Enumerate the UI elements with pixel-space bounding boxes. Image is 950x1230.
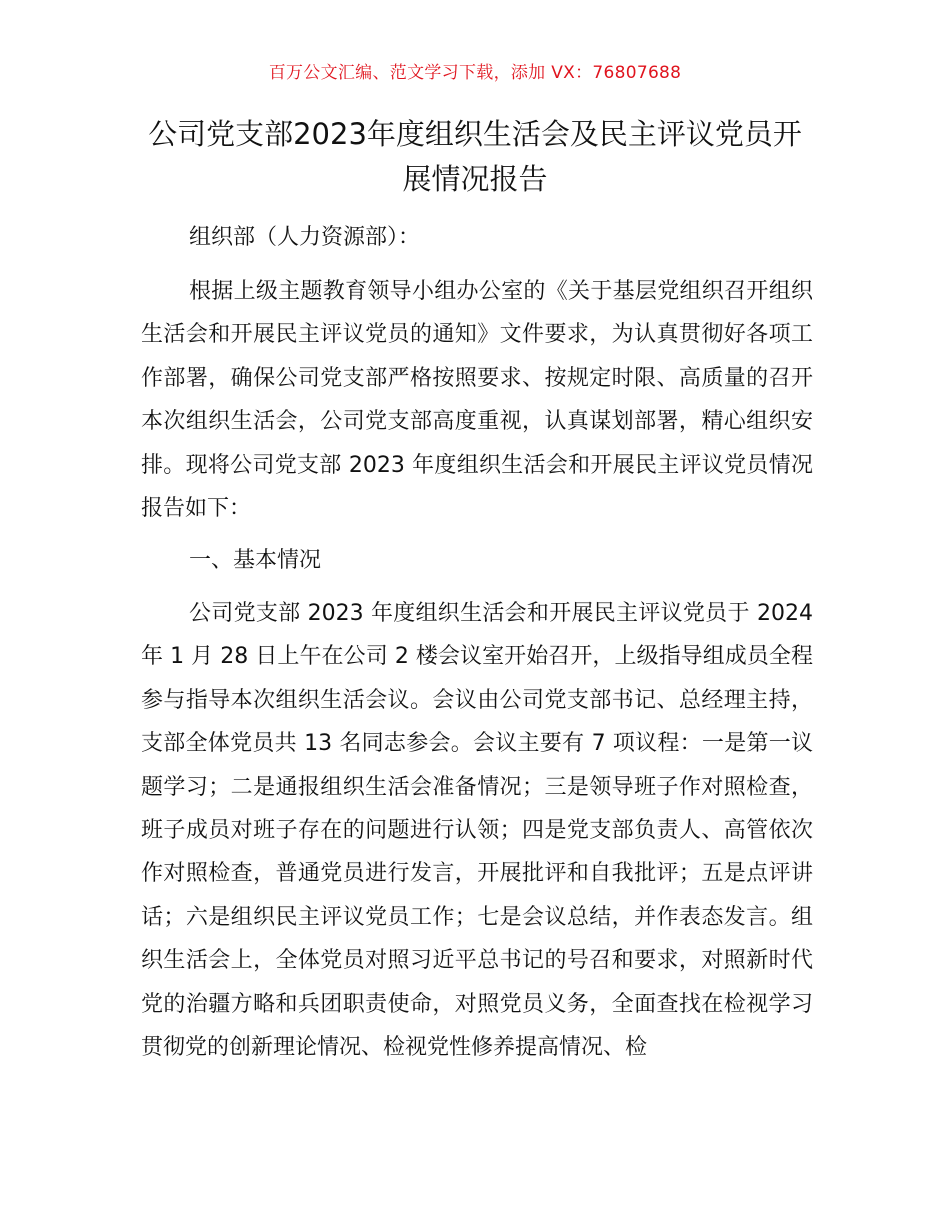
paragraph-intro: 根据上级主题教育领导小组办公室的《关于基层党组织召开组织生活会和开展民主评议党员的通知》文件要求，为认真贯彻好各项工作部署，确保公司党支部严格按照要求、按规定时限、高质量的召开本次组织生活会，公司党支部高度重视，认真谋划部署，精心组织安排。现将公司党支部 2023 年度组织生活会和开展民主评议党员情况报告如下： [141,279,813,522]
header-watermark-note: 百万公文汇编、范文学习下载，添加 VX：76807688 [268,63,682,83]
section-heading-basic-situation: 一、基本情况 [189,548,322,573]
salutation: 组织部（人力资源部）： [189,225,421,250]
document-title: 公司党支部2023年度组织生活会及民主评议党员开展情况报告 [148,117,802,196]
paragraph-basic-situation: 公司党支部 2023 年度组织生活会和开展民主评议党员于 2024 年 1 月 28 日上午在公司 2 楼会议室开始召开，上级指导组成员全程参与指导本次组织生活会议。会议由公司党支部书记、总经理主持，支部全体党员共 13 名同志参会。会议主要有 7 项议程：一是第一议题学习；二是通报组织生活会准备情况；三是领导班子作对照检查，班子成员对班子存在的问题进行认领；四是党支部负责人、高管依次作对照检查，普通党员进行发言，开展批评和自我批评；五是点评讲话；六是组织民主评议党员工作；七是会议总结，并作表态发言。组织生活会上，全体党员对照习近平总书记的号召和要求，对照新时代党的治疆方略和兵团职责使命，对照党员义务，全面查找在检视学习贯彻党的创新理论情况、检视党性修养提高情况、检 [141,601,813,1061]
